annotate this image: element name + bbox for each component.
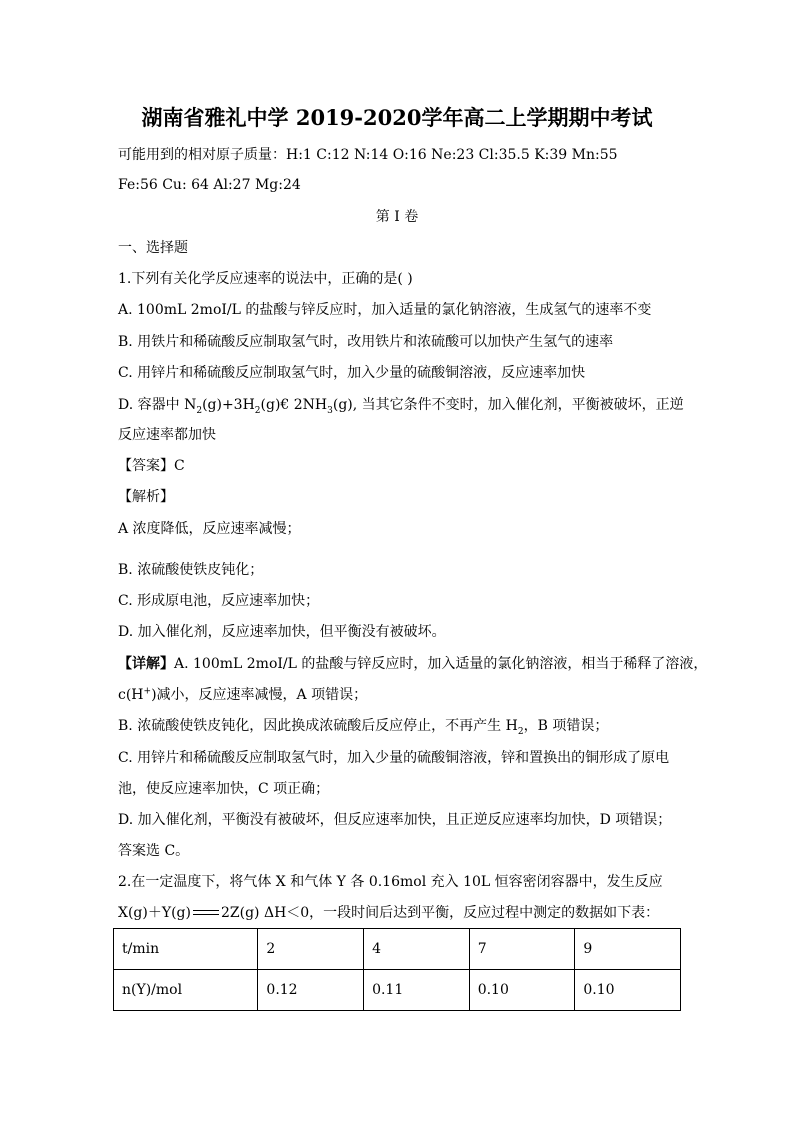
q1-analysis-label: 【解析】 <box>118 489 174 505</box>
q1-option-d-mid1: (g)+3H <box>202 397 255 413</box>
q1-option-c: C. 用锌片和稀硫酸反应制取氢气时，加入少量的硫酸铜溶液，反应速率加快 <box>118 365 586 381</box>
atomic-masses-line-2: Fe:56 Cu: 64 Al:27 Mg:24 <box>118 177 301 193</box>
table-cell: 9 <box>575 929 681 970</box>
subscript: 2 <box>196 405 203 416</box>
table-cell: 0.11 <box>364 970 470 1011</box>
q1-option-b: B. 用铁片和稀硫酸反应制取氢气时，改用铁片和浓硫酸可以加快产生氢气的速率 <box>118 334 614 350</box>
q1-detail-line-6: D. 加入催化剂，平衡没有被破坏，但反应速率加快，且正逆反应速率均加快，D 项错误； <box>118 812 672 828</box>
table-row <box>114 929 681 970</box>
q1-option-d-suffix: (g), 当其它条件不变时，加入催化剂，平衡被破坏，正逆 <box>332 397 684 413</box>
subscript: 3 <box>327 405 333 416</box>
q1-detail-3a: B. 浓硫酸使铁皮钝化，因此换成浓硫酸后反应停止，不再产生 H <box>118 718 518 734</box>
q1-analysis-a: A 浓度降低，反应速率减慢； <box>118 521 301 537</box>
q2-stem: 2.在一定温度下，将气体 X 和气体 Y 各 0.16mol 充入 10L 恒容密闭容器中，发生反应 <box>118 874 663 890</box>
q1-conclusion: 答案选 C。 <box>118 843 190 859</box>
subscript: 2 <box>254 405 261 416</box>
q1-option-d-prefix: D. 容器中 N <box>118 397 197 413</box>
superscript: + <box>143 686 152 697</box>
q1-detail-2b: )减小，反应速率减慢，A 项错误； <box>151 687 368 703</box>
q1-detail-line-3 <box>118 716 608 736</box>
q1-detail-line-1 <box>118 654 707 674</box>
q2-eq-right: 2Z(g) ΔH＜0，一段时间后达到平衡，反应过程中测定的数据如下表： <box>220 905 660 921</box>
table-cell: 0.12 <box>258 970 364 1011</box>
q1-detail-line-2 <box>118 685 367 705</box>
q1-option-a: A. 100mL 2moI/L 的盐酸与锌反应时，加入适量的氯化钠溶液，生成氢气的速率不变 <box>118 302 652 318</box>
q1-option-d-line2: 反应速率都加快 <box>118 427 216 443</box>
q1-detail-line-5: 池，使反应速率加快，C 项正确； <box>118 781 330 797</box>
q1-detail-line-4: C. 用锌片和稀硫酸反应制取氢气时，加入少量的硫酸铜溶液，锌和置换出的铜形成了原电 <box>118 750 670 766</box>
equilibrium-arrow-icon <box>191 908 221 918</box>
section-label: 一、选择题 <box>118 240 188 256</box>
volume-label: 第 I 卷 <box>375 209 419 225</box>
q1-answer: 【答案】C <box>118 458 185 474</box>
q1-detail-2a: c(H <box>118 687 144 703</box>
q1-option-d-mid2: (g)€ 2NH <box>260 397 328 413</box>
table-row <box>114 970 681 1011</box>
q2-eq-left: X(g)＋Y(g) <box>118 905 191 921</box>
page-title: 湖南省雅礼中学 2019-2020学年高二上学期期中考试 <box>141 105 653 130</box>
q1-detail-label: 【详解】 <box>118 656 174 672</box>
table-cell: 7 <box>469 929 575 970</box>
q1-analysis-c: C. 形成原电池，反应速率加快； <box>118 593 320 609</box>
table-cell: n(Y)/mol <box>114 970 258 1011</box>
q1-analysis-d: D. 加入催化剂，反应速率加快，但平衡没有被破坏。 <box>118 624 446 640</box>
table-cell: 2 <box>258 929 364 970</box>
table-cell: 0.10 <box>575 970 681 1011</box>
table-cell: 4 <box>364 929 470 970</box>
q1-option-d <box>118 395 684 415</box>
q1-analysis-b: B. 浓硫酸使铁皮钝化； <box>118 562 264 578</box>
subscript: 2 <box>517 726 524 737</box>
q1-detail-3b: ，B 项错误； <box>523 718 609 734</box>
atomic-masses-line-1: 可能用到的相对原子质量：H:1 C:12 N:14 O:16 Ne:23 Cl:35.5 K:39 Mn:55 <box>118 147 618 163</box>
table-cell: 0.10 <box>469 970 575 1011</box>
q2-data-table <box>113 928 681 1011</box>
table-cell: t/min <box>114 929 258 970</box>
q2-equation <box>118 903 659 923</box>
q1-stem: 1.下列有关化学反应速率的说法中，正确的是( ) <box>118 271 413 287</box>
q1-detail-text-1: A. 100mL 2moI/L 的盐酸与锌反应时，加入适量的氯化钠溶液，相当于稀释了溶液， <box>174 656 708 672</box>
